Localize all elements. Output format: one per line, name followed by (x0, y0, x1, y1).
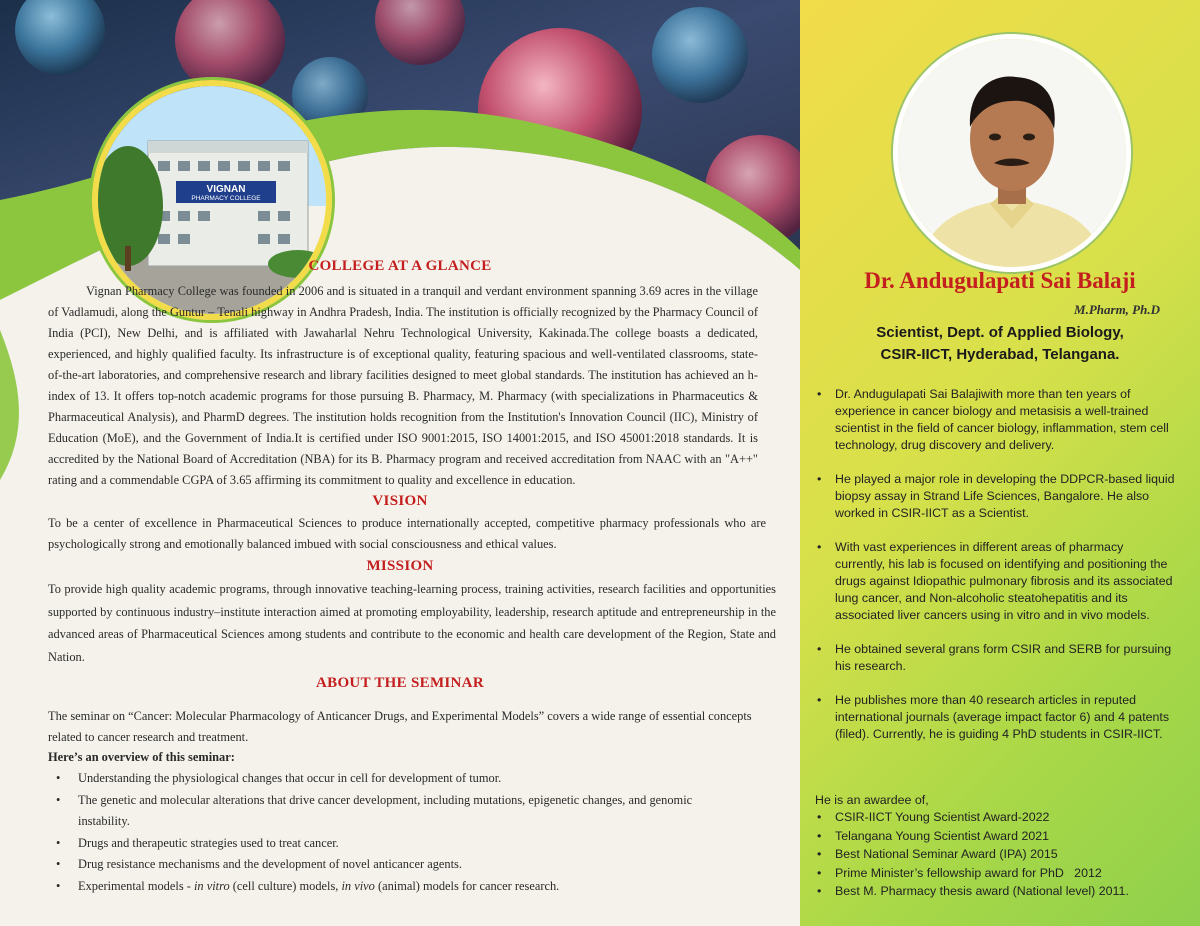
speaker-photo (893, 34, 1131, 272)
list-item (52, 768, 752, 790)
list-item (815, 386, 1175, 454)
bullet: • (817, 884, 822, 898)
awardee-label: He is an awardee of, (815, 793, 929, 807)
awards-list (815, 808, 1129, 901)
bullet: • (817, 828, 822, 843)
list-item (815, 864, 1129, 883)
award-text: Best M. Pharmacy thesis award (National level) 2011. (835, 884, 1129, 898)
list-item (52, 833, 752, 855)
award-text: Prime Minister’s fellowship award for PhD 2012 (835, 865, 1102, 880)
bullet: • (56, 835, 61, 850)
list-item (52, 876, 752, 898)
bio-text: With vast experiences in different areas of pharmacy currently, his lab is focused on identifying and positioning the drugs against Idiopathic pulmonary fibrosis and its associated lung cancer, and Non-alcoholic steatohepatitis and its associated liver cancers using in vitro and in vivo models. (835, 540, 1173, 622)
bullet: • (817, 865, 822, 880)
award-text: Telangana Young Scientist Award 2021 (835, 828, 1050, 843)
bullet: • (817, 693, 822, 707)
left-eye (989, 134, 1001, 141)
bullet: • (817, 540, 822, 554)
topic-text: Drug resistance mechanisms and the development of novel anticancer agents. (78, 857, 462, 871)
signboard-subtitle: PHARMACY COLLEGE (191, 195, 261, 202)
list-item (815, 808, 1129, 827)
speaker-role-line2: CSIR-IICT, Hyderabad, Telangana. (880, 346, 1120, 363)
list-item (815, 539, 1175, 624)
bio-text: He played a major role in developing the DDPCR-based liquid biopsy assay in Strand Life Sciences, Bangalore. He also worked in CSIR-IICT as a Scientist. (835, 472, 1175, 520)
mission-text: To provide high quality academic programs, through innovative teaching-learning process, training activities, research facilities and opportunities supported by continuous industry–institute interaction aimed at promoting employability, leadership, research aptitude and entrepreneurship in the advanced areas of Pharmaceutical Sciences among students and contribute to the economic and health care development of the Region, State and Nation. (48, 582, 776, 664)
seminar-heading: ABOUT THE SEMINAR (316, 675, 484, 691)
college-description: Vignan Pharmacy College was founded in 2006 and is situated in a tranquil and verdant environment spanning 3.69 acres in the village of Vadlamudi, along the Guntur – Tenali highway in Andhra Pradesh, India. The institution is officially recognized by the Pharmacy Council of India (PCI), New Delhi, and is affiliated with Jawaharlal Nehru Technological University, Kakinada.The college boasts a dedicated, experienced, and highly qualified faculty. Its infrastructure is of exceptional quality, featuring spacious and well-ventilated classrooms, state-of-the-art laboratories, and comprehensive research and library facilities designed to meet global standards. The institution has achieved an h-index of 13. It offers top-notch academic programs for those pursuing B. Pharmacy, M. Pharmacy (with specializations in Pharmaceutics & Pharmaceutical Analysis), and PharmD degrees. The institution holds recognition from the Institution's Innovation Council (IIC), Ministry of Education (MoE), and the Government of India.It is certified under ISO 9001:2015, ISO 14001:2015, and ISO 45001:2018 standards. It is accredited by the National Board of Accreditation (NBA) for its B. Pharmacy program and received accreditation from NAAC with an "A++" rating and a commendable CGPA of 3.65 affirming its commitment to quality and excellence in education. (48, 284, 758, 487)
vision-text: To be a center of excellence in Pharmaceutical Sciences to produce internationally accepted, competitive pharmacy professionals who are psychologically strong and emotionally balanced imbued with social consciousness and ethical values. (48, 516, 766, 551)
bullet: • (817, 387, 822, 401)
bullet: • (817, 810, 822, 824)
bullet: • (56, 792, 61, 807)
bio-text: Dr. Andugulapati Sai Balajiwith more than ten years of experience in cancer biology and metasisis a well-trained scientist in the field of cancer biology, inflammation, stem cell technology, drug discovery and delivery. (835, 387, 1169, 452)
list-item (815, 641, 1175, 675)
building (148, 141, 308, 266)
bio-text: He publishes more than 40 research articles in reputed international journals (average impact factor 6) and 4 patents (filed). Currently, he is guiding 4 PhD students in CSIR-IICT. (835, 693, 1170, 741)
right-eye (1023, 134, 1035, 141)
award-text: CSIR-IICT Young Scientist Award-2022 (835, 810, 1050, 824)
speaker-name: Dr. Andugulapati Sai Balaji (864, 268, 1136, 293)
list-item (815, 827, 1129, 846)
bullet: • (56, 771, 61, 785)
bullet: • (817, 642, 822, 656)
bio-text: He obtained several grans form CSIR and SERB for pursuing his research. (835, 642, 1172, 673)
speaker-bio-list (815, 386, 1175, 760)
list-item (52, 854, 752, 876)
list-item (815, 882, 1129, 901)
cancer-cell (652, 7, 748, 103)
award-text: Best National Seminar Award (IPA) 2015 (835, 847, 1058, 861)
list-item (52, 790, 752, 833)
list-item (815, 692, 1175, 743)
topic-text: Drugs and therapeutic strategies used to treat cancer. (78, 835, 339, 850)
mission-heading: MISSION (366, 558, 434, 574)
vision-heading: VISION (372, 493, 428, 509)
speaker-qualifications: M.Pharm, Ph.D (1074, 302, 1160, 317)
seminar-intro: The seminar on “Cancer: Molecular Pharmacology of Anticancer Drugs, and Experimental Models” covers a wide range of essential concepts related to cancer research and treatment. (48, 709, 752, 744)
topic-text: Understanding the physiological changes that occur in cell for development of tumor. (78, 771, 502, 785)
seminar-topics-list (52, 768, 752, 897)
list-item (815, 471, 1175, 522)
speaker-role-line1: Scientist, Dept. of Applied Biology, (876, 324, 1124, 341)
college-heading: COLLEGE AT A GLANCE (308, 258, 492, 274)
signboard-name: VIGNAN (206, 184, 246, 195)
building-band (148, 141, 308, 153)
bullet: • (817, 472, 822, 486)
bullet: • (817, 847, 822, 861)
topic-text: Experimental models - in vitro (cell culture) models, in vivo (animal) models for cancer research. (78, 878, 560, 893)
bullet: • (56, 857, 61, 871)
bullet: • (56, 878, 61, 893)
list-item (815, 845, 1129, 864)
seminar-overview-label: Here’s an overview of this seminar: (48, 750, 235, 764)
topic-text: The genetic and molecular alterations that drive cancer development, including mutations, epigenetic changes, and genomic instability. (78, 792, 693, 828)
